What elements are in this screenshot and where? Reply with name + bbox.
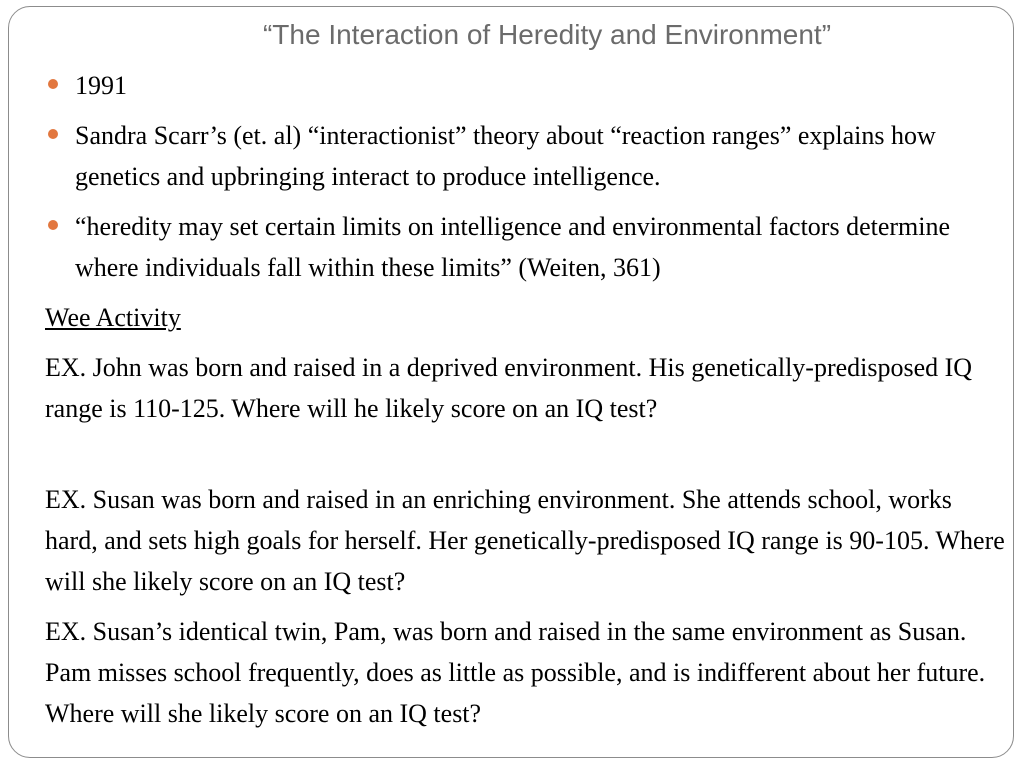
example-susan: EX. Susan was born and raised in an enriching environment. She attends school, works hard, and sets high goals for herself. Her genetically-predisposed IQ range is 90-105. Where will she likely score on an IQ test?	[45, 485, 1005, 596]
example-john: EX. John was born and raised in a deprived environment. His genetically-predisposed IQ range is 110-125. Where will he likely score on an IQ test?	[45, 353, 973, 423]
bullet-item-theory	[45, 115, 1005, 197]
bullet-dot-icon	[48, 220, 58, 230]
activity-heading: Wee Activity	[45, 303, 181, 332]
bullet-list	[45, 65, 1005, 288]
bullet-text: Sandra Scarr’s (et. al) “interactionist” theory about “reaction ranges” explains how genetics and upbringing interact to produce intelligence.	[75, 121, 936, 191]
slide-title: “The Interaction of Heredity and Environment”	[262, 19, 832, 50]
bullet-dot-icon	[48, 79, 58, 89]
bullet-text: 1991	[75, 71, 127, 100]
bullet-text: “heredity may set certain limits on intelligence and environmental factors determine where individuals fall within these limits” (Weiten, 361)	[75, 212, 951, 282]
example-pam: EX. Susan’s identical twin, Pam, was born and raised in the same environment as Susan. Pam misses school frequently, does as little as possible, and is indifferent about her future. Where will she likely score on an IQ test?	[45, 617, 986, 728]
bullet-item-year	[45, 65, 1005, 106]
bullet-dot-icon	[48, 129, 58, 139]
bullet-item-quote	[45, 206, 1005, 288]
slide-frame	[8, 6, 1014, 758]
slide-content	[45, 65, 1005, 743]
